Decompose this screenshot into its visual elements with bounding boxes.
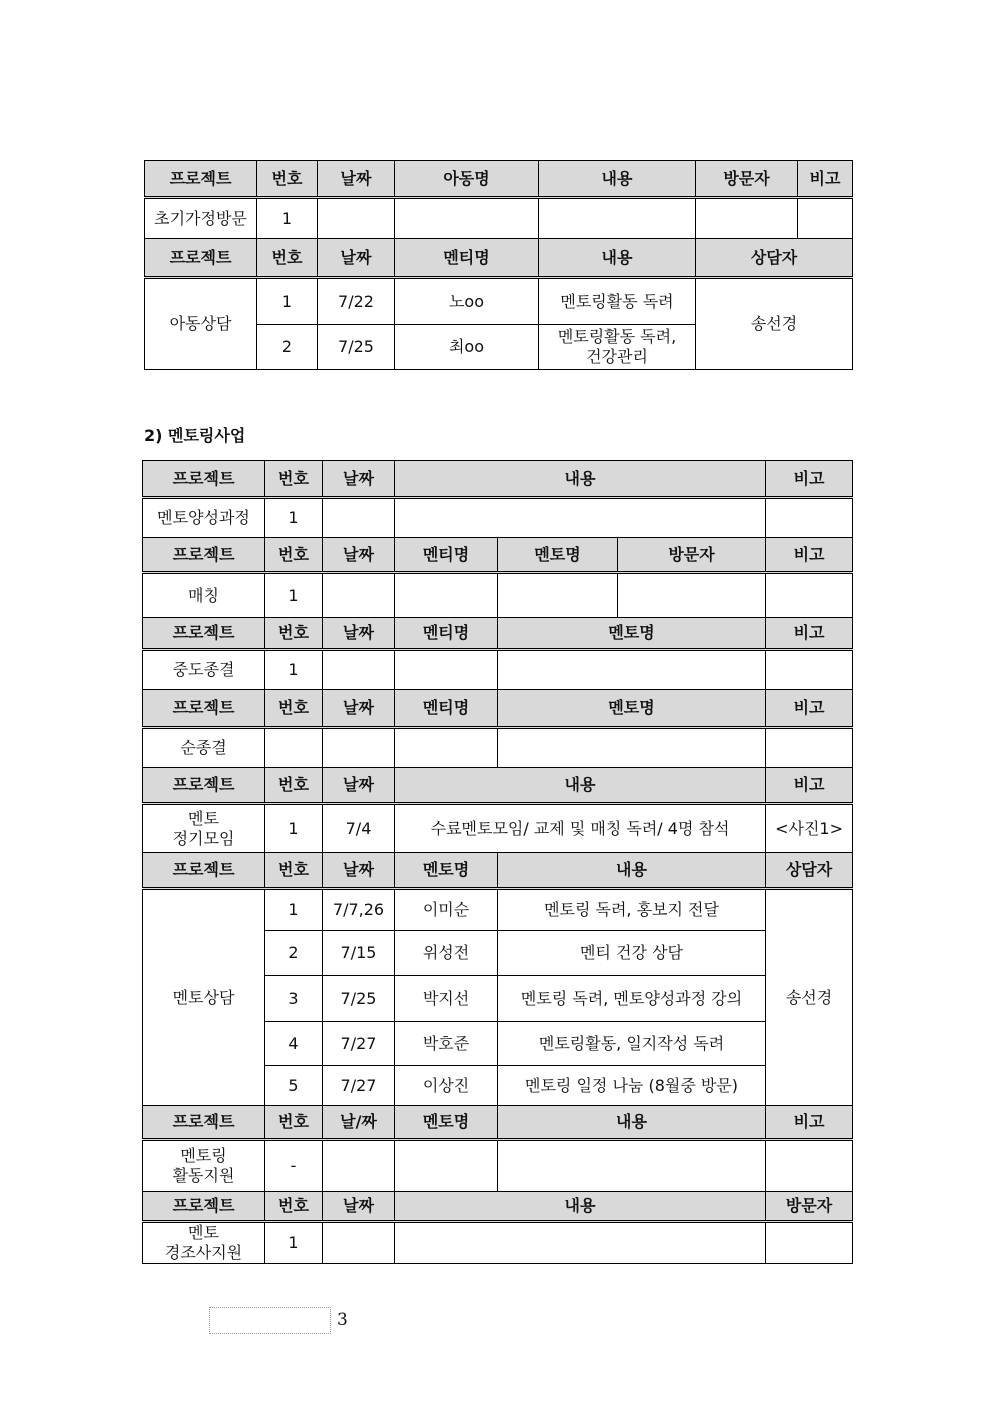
header-row <box>143 1192 853 1222</box>
col-note: 비고 <box>766 618 853 650</box>
col-project: 프로젝트 <box>145 239 257 278</box>
cell-project: 매칭 <box>143 573 265 618</box>
col-content: 내용 <box>539 239 696 278</box>
col-visitor: 방문자 <box>696 161 798 198</box>
col-mentee: 멘티명 <box>395 690 498 728</box>
cell-no: 1 <box>265 1222 323 1264</box>
col-content: 내용 <box>395 1192 766 1222</box>
col-date: 날짜 <box>323 853 395 889</box>
col-date: 날짜 <box>323 1192 395 1222</box>
col-counselor: 상담자 <box>696 239 853 278</box>
cell-note <box>766 650 853 690</box>
col-project: 프로젝트 <box>143 768 265 804</box>
cell-project: 초기가정방문 <box>145 198 257 239</box>
header-row <box>143 538 853 573</box>
col-date: 날짜 <box>323 690 395 728</box>
cell-visitor <box>696 198 798 239</box>
col-child: 아동명 <box>395 161 539 198</box>
col-note: 비고 <box>766 1106 853 1140</box>
child-visit-table <box>144 160 853 370</box>
cell-date: 7/22 <box>318 278 395 325</box>
cell-content <box>395 498 766 538</box>
col-project: 프로젝트 <box>143 618 265 650</box>
col-counselor: 상담자 <box>766 853 853 889</box>
col-date: 날/짜 <box>323 1106 395 1140</box>
col-content: 내용 <box>539 161 696 198</box>
col-no: 번호 <box>265 853 323 889</box>
cell-mentor: 박지선 <box>395 976 498 1022</box>
cell-date: 7/25 <box>323 976 395 1022</box>
col-no: 번호 <box>265 461 323 498</box>
mentoring-table <box>142 460 853 1264</box>
col-visitor: 방문자 <box>618 538 766 573</box>
col-project: 프로젝트 <box>143 1106 265 1140</box>
col-mentee: 멘티명 <box>395 618 498 650</box>
cell-child <box>395 198 539 239</box>
cell-content: 멘토링 독려, 멘토양성과정 강의 <box>498 976 766 1022</box>
section-heading: 2) 멘토링사업 <box>144 426 246 445</box>
cell-date: 7/27 <box>323 1066 395 1106</box>
cell-mentor: 위성전 <box>395 931 498 976</box>
col-date: 날짜 <box>323 618 395 650</box>
col-project: 프로젝트 <box>143 461 265 498</box>
cell-project: 멘토링 활동지원 <box>143 1140 265 1192</box>
table-row <box>145 198 853 239</box>
cell-mentor <box>498 650 766 690</box>
header-row <box>143 461 853 498</box>
cell-content <box>395 1222 766 1264</box>
col-visitor: 방문자 <box>766 1192 853 1222</box>
cell-no <box>265 728 323 768</box>
cell-no: 3 <box>265 976 323 1022</box>
table-row <box>143 498 853 538</box>
col-no: 번호 <box>257 239 318 278</box>
cell-note <box>798 198 853 239</box>
cell-date: 7/15 <box>323 931 395 976</box>
cell-mentee: 최oo <box>395 325 539 370</box>
cell-content: 멘토링 일정 나눔 (8월중 방문) <box>498 1066 766 1106</box>
cell-content: 수료멘토모임/ 교제 및 매칭 독려/ 4명 참석 <box>395 804 766 853</box>
cell-date <box>323 650 395 690</box>
col-note: 비고 <box>766 690 853 728</box>
table-row <box>145 278 853 325</box>
cell-date <box>318 198 395 239</box>
col-project: 프로젝트 <box>145 161 257 198</box>
col-date: 날짜 <box>323 768 395 804</box>
cell-content <box>498 1140 766 1192</box>
cell-content: 멘토링 독려, 홍보지 전달 <box>498 889 766 931</box>
cell-no: 5 <box>265 1066 323 1106</box>
col-date: 날짜 <box>318 239 395 278</box>
cell-counselor: 송선경 <box>766 889 853 1106</box>
cell-date: 7/25 <box>318 325 395 370</box>
table-row <box>143 1222 853 1264</box>
cell-project: 중도종결 <box>143 650 265 690</box>
cell-content: 멘토링활동, 일지작성 독려 <box>498 1022 766 1066</box>
cell-date <box>323 728 395 768</box>
col-project: 프로젝트 <box>143 690 265 728</box>
cell-project: 멘토상담 <box>143 889 265 1106</box>
table-row <box>143 728 853 768</box>
cell-mentor <box>395 1140 498 1192</box>
cell-no: - <box>265 1140 323 1192</box>
cell-no: 4 <box>265 1022 323 1066</box>
cell-no: 1 <box>265 650 323 690</box>
cell-date: 7/27 <box>323 1022 395 1066</box>
cell-project: 멘토 정기모임 <box>143 804 265 853</box>
cell-project: 아동상담 <box>145 278 257 370</box>
cell-note: <사진1> <box>766 804 853 853</box>
cell-content: 멘티 건강 상담 <box>498 931 766 976</box>
cell-no: 1 <box>257 198 318 239</box>
col-no: 번호 <box>265 538 323 573</box>
page-number: 3 <box>337 1310 348 1330</box>
cell-content <box>539 198 696 239</box>
cell-mentor <box>498 573 618 618</box>
header-row <box>143 853 853 889</box>
cell-visitor <box>618 573 766 618</box>
cell-content: 멘토링활동 독려 <box>539 278 696 325</box>
col-mentor: 멘토명 <box>498 690 766 728</box>
col-date: 날짜 <box>323 538 395 573</box>
cell-visitor <box>766 1222 853 1264</box>
col-no: 번호 <box>265 1192 323 1222</box>
col-mentee: 멘티명 <box>395 239 539 278</box>
col-no: 번호 <box>257 161 318 198</box>
cell-date <box>323 1140 395 1192</box>
cell-no: 1 <box>265 573 323 618</box>
col-mentor: 멘토명 <box>498 618 766 650</box>
col-no: 번호 <box>265 1106 323 1140</box>
col-note: 비고 <box>766 768 853 804</box>
cell-content: 멘토링활동 독려, 건강관리 <box>539 325 696 370</box>
cell-mentor: 이미순 <box>395 889 498 931</box>
cell-no: 1 <box>257 278 318 325</box>
table-row <box>143 804 853 853</box>
col-mentor: 멘토명 <box>395 853 498 889</box>
header-row <box>145 239 853 278</box>
cell-project: 순종결 <box>143 728 265 768</box>
table-row <box>143 1140 853 1192</box>
col-no: 번호 <box>265 618 323 650</box>
cell-note <box>766 728 853 768</box>
cell-no: 1 <box>265 889 323 931</box>
col-mentor: 멘토명 <box>498 538 618 573</box>
cell-no: 1 <box>265 804 323 853</box>
cell-mentee <box>395 650 498 690</box>
col-date: 날짜 <box>323 461 395 498</box>
col-project: 프로젝트 <box>143 538 265 573</box>
cell-mentor <box>498 728 766 768</box>
cell-counselor: 송선경 <box>696 278 853 370</box>
cell-no: 1 <box>265 498 323 538</box>
table-row <box>143 650 853 690</box>
cell-note <box>766 498 853 538</box>
cell-mentor: 이상진 <box>395 1066 498 1106</box>
col-no: 번호 <box>265 690 323 728</box>
cell-note <box>766 1140 853 1192</box>
col-note: 비고 <box>766 461 853 498</box>
col-content: 내용 <box>395 768 766 804</box>
col-content: 내용 <box>498 853 766 889</box>
col-no: 번호 <box>265 768 323 804</box>
cell-date <box>323 498 395 538</box>
table-row <box>143 889 853 931</box>
header-row <box>143 1106 853 1140</box>
cell-date: 7/7,26 <box>323 889 395 931</box>
cell-mentee <box>395 573 498 618</box>
cell-note <box>766 573 853 618</box>
col-mentee: 멘티명 <box>395 538 498 573</box>
cell-no: 2 <box>265 931 323 976</box>
header-row <box>143 768 853 804</box>
col-project: 프로젝트 <box>143 1192 265 1222</box>
col-project: 프로젝트 <box>143 853 265 889</box>
footer-box <box>209 1307 331 1334</box>
cell-mentee <box>395 728 498 768</box>
header-row <box>143 690 853 728</box>
header-row <box>143 618 853 650</box>
col-note: 비고 <box>766 538 853 573</box>
cell-no: 2 <box>257 325 318 370</box>
cell-project: 멘토양성과정 <box>143 498 265 538</box>
table-row <box>143 573 853 618</box>
cell-date <box>323 1222 395 1264</box>
cell-date <box>323 573 395 618</box>
col-mentor: 멘토명 <box>395 1106 498 1140</box>
cell-date: 7/4 <box>323 804 395 853</box>
col-content: 내용 <box>498 1106 766 1140</box>
col-date: 날짜 <box>318 161 395 198</box>
cell-project: 멘토 경조사지원 <box>143 1222 265 1264</box>
cell-mentor: 박호준 <box>395 1022 498 1066</box>
header-row <box>145 161 853 198</box>
col-note: 비고 <box>798 161 853 198</box>
cell-mentee: 노oo <box>395 278 539 325</box>
col-content: 내용 <box>395 461 766 498</box>
